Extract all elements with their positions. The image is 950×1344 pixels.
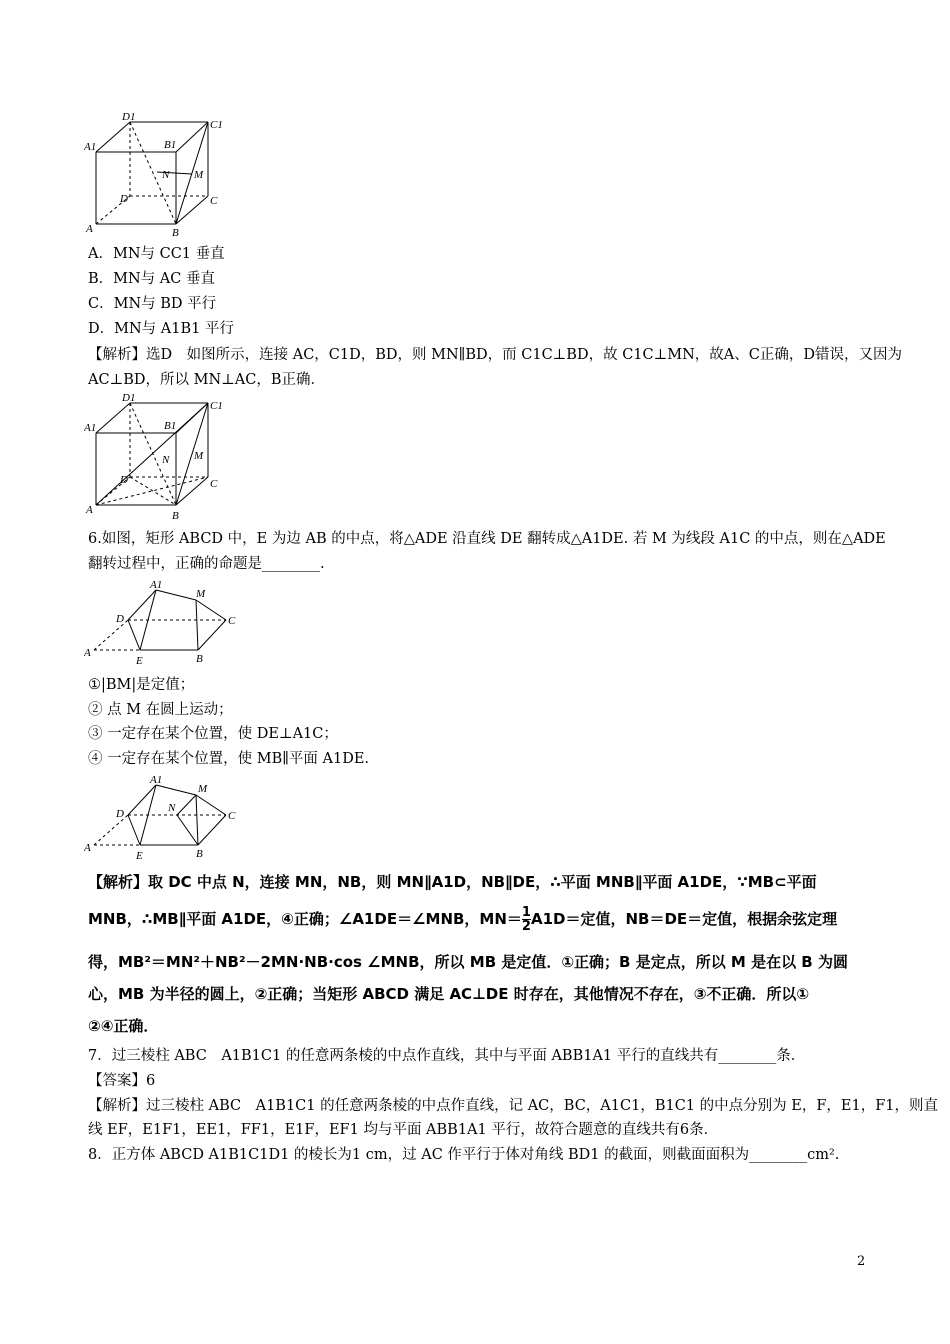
- option-d: D．MN与 A1B1 平行: [88, 321, 234, 337]
- q6-item-4: ④ 一定存在某个位置，使 MB∥平面 A1DE.: [88, 751, 370, 767]
- fraction-denominator: 2: [521, 919, 531, 934]
- q8-stem: 8．正方体 ABCD A1B1C1D1 的棱长为1 cm，过 AC 作平行于体对角线 BD1 的截面，则截面面积为________cm².: [88, 1147, 840, 1163]
- label-D1: D1: [122, 112, 136, 123]
- label-B1: B1: [164, 139, 177, 151]
- q6-stem-line1: 6.如图，矩形 ABCD 中，E 为边 AB 的中点，将△ADE 沿直线 DE 翻转成△A1DE. 若 M 为线段 A1C 的中点，则在△ADE: [88, 531, 886, 547]
- cube-figure-1: [84, 112, 234, 240]
- label-E: E: [136, 655, 143, 667]
- q5-analysis-line1: 【解析】选D 如图所示，连接 AC，C1D，BD，则 MN∥BD，而 C1C⊥BD，故 C1C⊥MN，故A、C正确，D错误，又因为: [88, 347, 902, 363]
- label-B1: B1: [164, 420, 177, 432]
- fraction-numerator: 1: [521, 905, 531, 920]
- q7-stem: 7．过三棱柱 ABC A1B1C1 的任意两条棱的中点作直线，其中与平面 ABB1A1 平行的直线共有________条．: [88, 1048, 806, 1064]
- q6-item-3: ③ 一定存在某个位置，使 DE⊥A1C；: [88, 726, 338, 742]
- q7-analysis-line2: 线 EF，E1F1，EE1，FF1，E1F，EF1 均与平面 ABB1A1 平行，故符合题意的直线共有6条．: [88, 1122, 719, 1138]
- label-A1: A1: [150, 579, 163, 591]
- q5-analysis-line2: AC⊥BD，所以 MN⊥AC，B正确．: [88, 372, 325, 388]
- label-M: M: [194, 169, 204, 181]
- q6-stem-line2: 翻转过程中，正确的命题是________.: [88, 556, 325, 572]
- q6-analysis-line4: 心，MB 为半径的圆上，②正确；当矩形 ABCD 满足 AC⊥DE 时存在，其他情况不存在，③不正确．所以①: [88, 985, 810, 1003]
- fraction-one-half: [522, 906, 531, 933]
- label-N: N: [162, 454, 170, 466]
- q6-analysis-line2a: MNB，∴MB∥平面 A1DE，④正确；∠A1DE＝∠MNB，MN＝: [88, 910, 522, 928]
- label-B: B: [196, 653, 203, 665]
- label-D: D: [120, 193, 128, 205]
- q7-answer: 【答案】6: [88, 1073, 156, 1089]
- q7-analysis-line1: 【解析】过三棱柱 ABC A1B1C1 的任意两条棱的中点作直线，记 AC，BC，A1C1，B1C1 的中点分别为 E，F，E1，F1，则直: [88, 1098, 938, 1114]
- label-A1: A1: [150, 774, 163, 786]
- label-A: A: [86, 223, 93, 235]
- cube-figure-2: [84, 393, 234, 521]
- page-number: 2: [857, 1254, 866, 1269]
- label-A: A: [86, 504, 93, 516]
- q6-analysis-line2b: A1D＝定值，NB＝DE＝定值，根据余弦定理: [530, 910, 838, 928]
- label-B: B: [172, 227, 179, 239]
- label-C: C: [210, 195, 218, 207]
- label-M: M: [198, 783, 208, 795]
- label-C1: C1: [210, 400, 223, 412]
- label-C: C: [210, 478, 218, 490]
- label-D: D: [120, 474, 128, 486]
- option-b: B．MN与 AC 垂直: [88, 271, 215, 287]
- rect-fold-figure-2: [84, 773, 244, 863]
- label-D1: D1: [122, 393, 136, 404]
- label-N: N: [162, 169, 170, 181]
- label-A1: A1: [84, 141, 97, 153]
- label-A: A: [84, 647, 91, 659]
- label-B: B: [172, 510, 179, 521]
- q6-analysis-line2: [88, 906, 837, 933]
- option-a: A．MN与 CC1 垂直: [88, 246, 225, 262]
- label-D: D: [116, 808, 124, 820]
- q6-analysis-line5: ②④正确．: [88, 1017, 159, 1035]
- label-E: E: [136, 850, 143, 862]
- label-M: M: [194, 450, 204, 462]
- label-B: B: [196, 848, 203, 860]
- label-D: D: [116, 613, 124, 625]
- label-N: N: [168, 802, 176, 814]
- label-C1: C1: [210, 119, 223, 131]
- label-C: C: [228, 615, 236, 627]
- rect-fold-figure-1: [84, 578, 244, 668]
- label-A1: A1: [84, 422, 97, 434]
- q6-analysis-line1: 【解析】取 DC 中点 N，连接 MN，NB，则 MN∥A1D，NB∥DE，∴平面 MNB∥平面 A1DE，∵MB⊂平面: [88, 873, 817, 891]
- label-C: C: [228, 810, 236, 822]
- label-A: A: [84, 842, 91, 854]
- q6-item-2: ② 点 M 在圆上运动；: [88, 702, 233, 718]
- q6-analysis-line3: 得，MB²＝MN²＋NB²－2MN·NB·cos ∠MNB，所以 MB 是定值．①正确；B 是定点，所以 M 是在以 B 为圆: [88, 953, 848, 971]
- label-M: M: [196, 588, 206, 600]
- q6-item-1: ①|BM|是定值；: [88, 677, 195, 693]
- option-c: C．MN与 BD 平行: [88, 296, 217, 312]
